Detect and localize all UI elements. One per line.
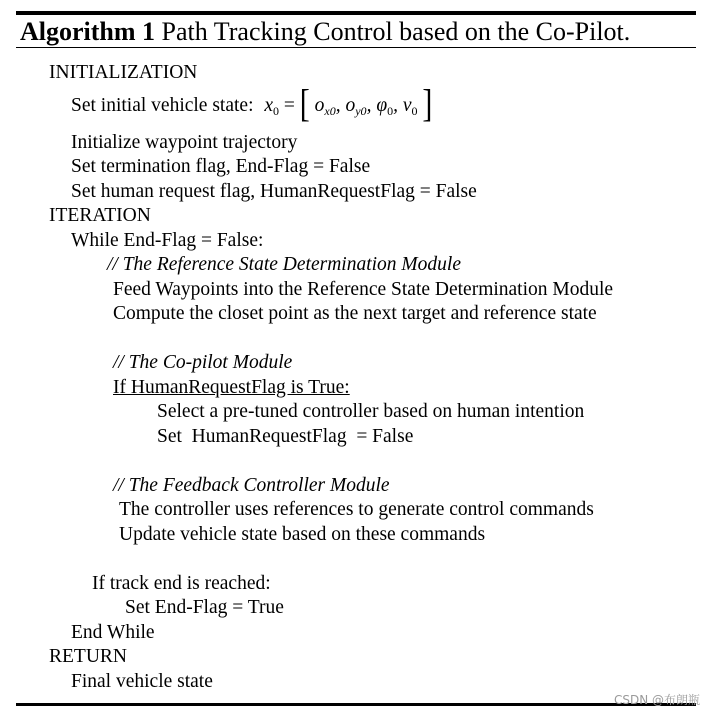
set-human-false-line: Set HumanRequestFlag = False <box>157 426 414 447</box>
comment-copilot-module: // The Co-pilot Module <box>113 352 293 373</box>
compute-closest-line: Compute the closet point as the next target and reference state <box>113 303 597 324</box>
comment-reference-module: // The Reference State Determination Module <box>107 254 461 275</box>
feed-waypoints-line: Feed Waypoints into the Reference State Determination Module <box>113 279 614 300</box>
bottom-rule <box>16 703 696 706</box>
state-equation: $x_0$ = [ $o_{x0}$, $o_{y0}$, $\varphi_0$, $v_0$ ] <box>264 82 433 126</box>
right-bracket: ] <box>422 82 433 126</box>
top-rule <box>16 11 696 15</box>
set-initial-state-line <box>71 82 433 126</box>
update-state-line: Update vehicle state based on these commands <box>119 524 486 545</box>
algorithm-title <box>20 16 630 48</box>
end-while-line: End While <box>71 622 155 643</box>
set-termination-line: Set termination flag, End-Flag = False <box>71 156 371 177</box>
set-human-request-line: Set human request flag, HumanRequestFlag = False <box>71 181 477 202</box>
algorithm-label: Algorithm 1 <box>20 17 156 46</box>
comment-feedback-module: // The Feedback Controller Module <box>113 475 390 496</box>
title-rule <box>16 47 696 48</box>
select-controller-line: Select a pre-tuned controller based on human intention <box>157 401 585 422</box>
if-human-request-line: If HumanRequestFlag is True: <box>113 377 350 398</box>
return-header: RETURN <box>49 646 127 667</box>
init-waypoint-line: Initialize waypoint trajectory <box>71 132 298 153</box>
algorithm-caption: Path Tracking Control based on the Co-Pilot. <box>161 17 631 46</box>
final-state-line: Final vehicle state <box>71 671 213 692</box>
watermark: CSDN @布朗瓶 <box>613 693 700 707</box>
left-bracket: [ <box>299 82 310 126</box>
set-end-true-line: Set End-Flag = True <box>125 597 284 618</box>
set-state-prefix: Set initial vehicle state: <box>71 95 254 116</box>
init-header: INITIALIZATION <box>49 62 198 83</box>
while-line: While End-Flag = False: <box>71 230 264 251</box>
controller-uses-line: The controller uses references to generate control commands <box>119 499 594 520</box>
if-track-end-line: If track end is reached: <box>92 573 271 594</box>
iteration-header: ITERATION <box>49 205 151 226</box>
